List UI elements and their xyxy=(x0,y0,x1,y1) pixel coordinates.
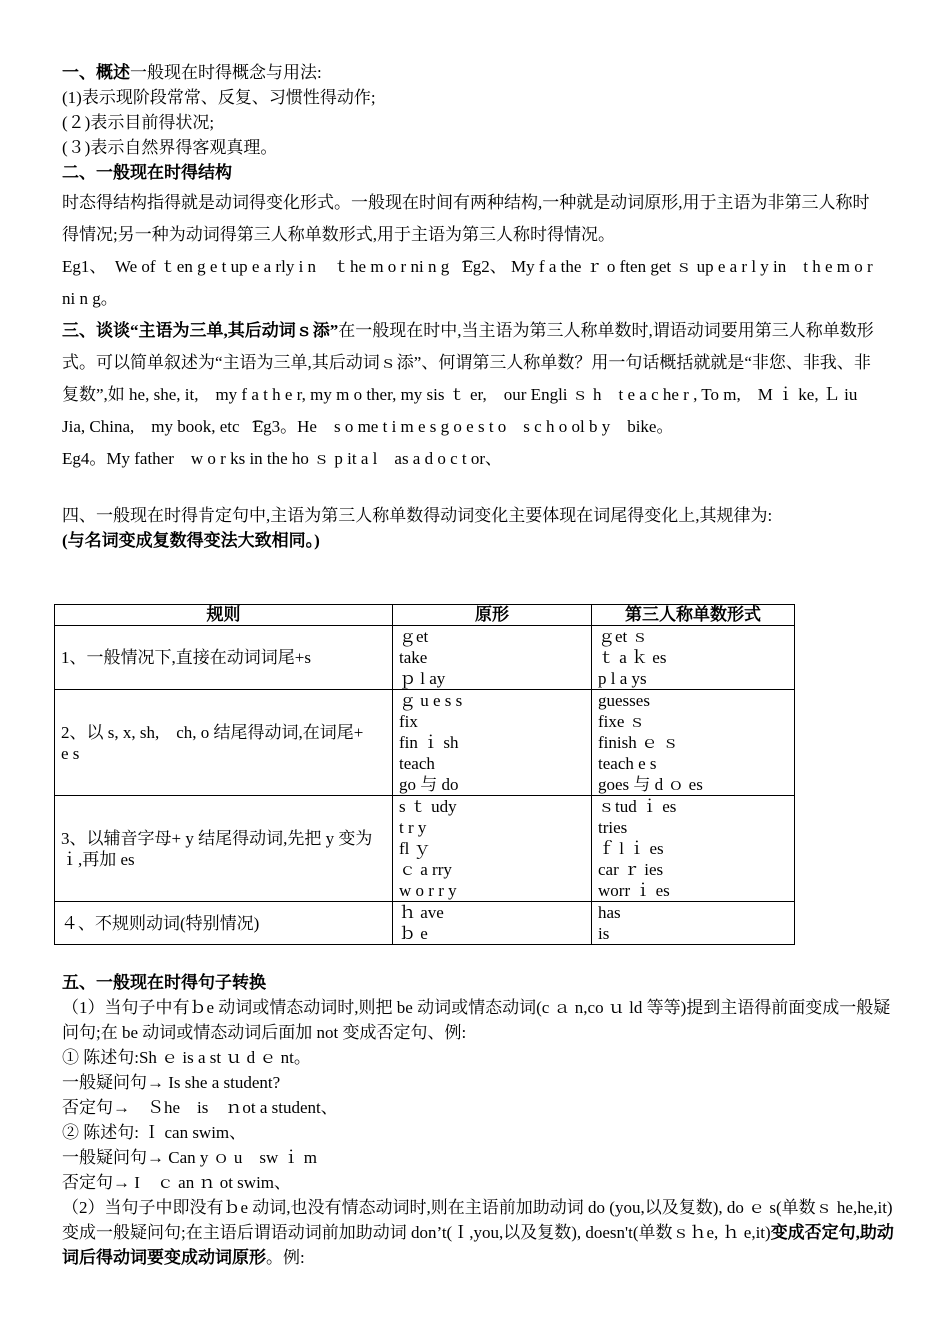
base-word: ｇ u e s s xyxy=(399,691,463,710)
third-word: ｇet ｓ xyxy=(598,627,649,646)
table-row xyxy=(55,690,795,796)
rule-cell: 1、一般情况下,直接在动词词尾+s xyxy=(55,626,393,690)
base-form-cell xyxy=(393,690,592,796)
section2-text: 时态得结构指得就是动词得变化形式。一般现在时间有两种结构,一种就是动词原形,用于主语为非第三人称时得情况;另一种为动词得第三人称单数形式,用于主语为第三人称时得情况。 xyxy=(62,193,870,244)
table-row xyxy=(55,796,795,902)
base-word: fin ｉ sh xyxy=(399,733,459,752)
section1-intro: 一般现在时得概念与用法: xyxy=(130,63,322,82)
example-2-question: 一般疑问句→ Can y ｏ u sw ｉ m xyxy=(62,1148,317,1167)
section4-intro: 四、一般现在时得肯定句中,主语为第三人称单数得动词变化主要体现在词尾得变化上,其规律为: xyxy=(62,506,773,525)
example-2-statement: ② 陈述句: Ｉ can swim、 xyxy=(62,1123,247,1142)
third-word: has xyxy=(598,903,621,922)
table-row xyxy=(55,902,795,945)
third-person-cell xyxy=(592,796,795,902)
base-form-cell xyxy=(393,796,592,902)
section4-note: (与名词变成复数得变法大致相同。) xyxy=(62,531,320,550)
third-word: car ｒ ies xyxy=(598,860,664,879)
section5-rule-2 xyxy=(62,1195,902,1270)
base-word: w o r r y xyxy=(399,881,457,900)
base-word: fix xyxy=(399,712,418,731)
base-word: t r y xyxy=(399,818,427,837)
example-1-statement: ① 陈述句:Sh ｅ is a st ｕ d ｅ nt。 xyxy=(62,1048,311,1067)
section5-rule-1: （1）当句子中有ｂe 动词或情态动词时,则把 be 动词或情态动词(c ａ n,co ｕ ld 等等)提到主语得前面变成一般疑问句;在 be 动词或情态动词后面加 not 变成否定句、例: xyxy=(62,998,891,1042)
section2-title: 二、一般现在时得结构 xyxy=(62,163,232,182)
third-word: guesses xyxy=(598,691,650,710)
base-word: ｇet xyxy=(399,627,429,646)
section3-body xyxy=(62,315,886,475)
third-word: p l a ys xyxy=(598,669,647,688)
rule-cell: ４、不规则动词(特别情况) xyxy=(55,902,393,945)
example-1-question: 一般疑问句→ Is she a student? xyxy=(62,1073,281,1092)
base-word: fl ｙ xyxy=(399,839,431,858)
section2-body xyxy=(62,187,886,315)
third-word: ｓtud ｉ es xyxy=(598,797,677,816)
section2-examples: Eg1、 We of ｔen g e t up e a rly i n ｔhe m o r ni n g。͡Eg2、 My f a the ｒ o ften get ｓ up e a r l y in t h e m o r ni n g。 xyxy=(62,257,873,308)
table-row xyxy=(55,626,795,690)
conjugation-rules-table xyxy=(54,604,795,945)
header-rule: 规则 xyxy=(55,605,393,626)
section3-title: 三、谈谈“主语为三单,其后动词ｓ添” xyxy=(62,321,339,340)
third-word: ｆ l ｉ es xyxy=(598,839,664,858)
section3-example-4: Eg4。My father w o r ks in the ho ｓ p it a l as a d o c t or、 xyxy=(62,449,503,468)
header-base-form: 原形 xyxy=(393,605,592,626)
third-word: worr ｉ es xyxy=(598,881,670,900)
rule-cell: 3、以辅音字母+ y 结尾得动词,先把 y 变为ｉ,再加 es xyxy=(55,796,393,902)
base-word: ｈ ave xyxy=(399,903,444,922)
rule-2-text: （2）当句子中即没有ｂe 动词,也没有情态动词时,则在主语前加助动词 do (you,以及复数), do ｅ s(单数ｓ he,he,it)变成一般疑问句;在主语后谓语动词前加助动词 don’t(Ｉ,you,以及复数), doesn't(单数ｓｈe, ｈ e,it) xyxy=(62,1198,893,1242)
base-word: ｐ l ay xyxy=(399,669,446,688)
table-header-row xyxy=(55,605,795,626)
third-word: tries xyxy=(598,818,628,837)
third-person-cell xyxy=(592,902,795,945)
base-form-cell xyxy=(393,902,592,945)
third-word: is xyxy=(598,924,610,943)
usage-item-3: (３)表示自然界得客观真理。 xyxy=(62,138,278,157)
base-form-cell xyxy=(393,626,592,690)
third-word: finish ｅ ｓ xyxy=(598,733,680,752)
third-person-cell xyxy=(592,690,795,796)
third-word: fixe ｓ xyxy=(598,712,646,731)
example-2-negative: 否定句→ I ｃ an ｎ ot swim、 xyxy=(62,1173,292,1192)
document-body xyxy=(62,60,898,553)
section5 xyxy=(62,970,898,1270)
third-word: teach e s xyxy=(598,754,657,773)
third-word: ｔ a ｋ es xyxy=(598,648,667,667)
rule-2-tail: 。例: xyxy=(266,1248,305,1267)
example-1-negative: 否定句→ Ｓhe is ｎot a student、 xyxy=(62,1098,338,1117)
base-word: ｂ e xyxy=(399,924,428,943)
section1-heading-line xyxy=(62,60,898,85)
base-word: teach xyxy=(399,754,435,773)
third-person-cell xyxy=(592,626,795,690)
base-word: go 与 do xyxy=(399,775,459,794)
base-word: take xyxy=(399,648,428,667)
usage-item-1: (1)表示现阶段常常、反复、习惯性得动作; xyxy=(62,88,376,107)
rule-cell: 2、以 s, x, sh, ch, o 结尾得动词,在词尾+ e s xyxy=(55,690,393,796)
section1-title: 一、概述 xyxy=(62,63,130,82)
section3-text: 在一般现在时中,当主语为第三人称单数时,谓语动词要用第三人称单数形式。可以简单叙述为“主语为三单,其后动词ｓ添”、何谓第三人称单数？用一句话概括就就是“非您、非我、非复数”,如 he, she, it, my f a t h e r, my m o ther, my sis ｔ er, our Engli ｓ h t e a c he r , To m, M ｉ ke, Ｌ iu Jia, China, my book, etc、͡Eg3。He s o me t i m e s g o e s t o s c h o ol b y bike。 xyxy=(62,321,875,436)
base-word: ｃ a rry xyxy=(399,860,452,879)
base-word: s ｔ udy xyxy=(399,797,457,816)
third-word: goes 与 d ｏ es xyxy=(598,775,703,794)
section5-title: 五、一般现在时得句子转换 xyxy=(62,973,266,992)
usage-item-2: (２)表示目前得状况; xyxy=(62,113,215,132)
rule-2-emphasis: 变成否定句,助动词后得动词要变成动词原形 xyxy=(62,1223,894,1267)
header-third-person: 第三人称单数形式 xyxy=(592,605,795,626)
